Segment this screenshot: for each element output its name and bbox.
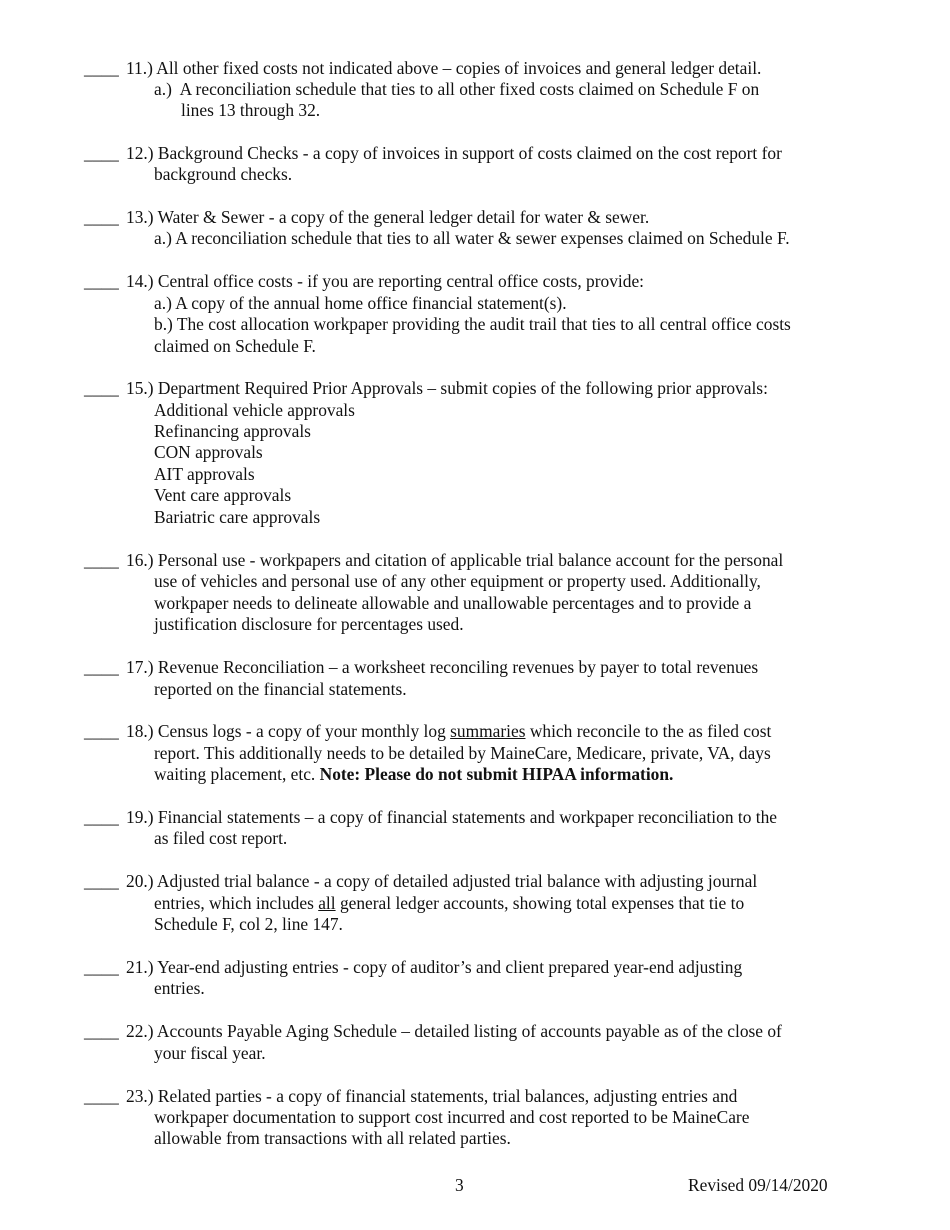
item-description: Background Checks - a copy of invoices in support of costs claimed on the cost report for [157, 143, 782, 163]
item-description: Related parties - a copy of financial statements, trial balances, adjusting entries and [157, 1086, 738, 1106]
underlined-term: all [318, 893, 336, 913]
sub-text: A reconciliation schedule that ties to all other fixed costs claimed on Schedule F on [179, 79, 760, 99]
item-description: Central office costs - if you are reporting central office costs, provide: [157, 271, 645, 291]
item-description: Department Required Prior Approvals – submit copies of the following prior approvals: [157, 378, 768, 398]
page-number: 3 [455, 1175, 464, 1195]
item-number: 19.) [126, 807, 154, 827]
item-number: 21.) [126, 957, 154, 977]
item-14-sub-a: a.) A copy of the annual home office financial statement(s). [154, 293, 567, 313]
item-number: 16.) [126, 550, 154, 570]
item-23-continued: workpaper documentation to support cost incurred and cost reported to be MaineCare [154, 1107, 750, 1127]
checkbox-blank-21[interactable]: ____ [84, 957, 119, 977]
item-description: entries, which includes [154, 893, 319, 913]
item-20-continued [154, 893, 744, 914]
item-17-text [126, 657, 758, 678]
item-14-sub-b-continued: claimed on Schedule F. [154, 336, 316, 356]
checkbox-blank-11[interactable]: ____ [84, 58, 119, 78]
item-number: 15.) [126, 378, 154, 398]
item-description: Water & Sewer - a copy of the general ledger detail for water & sewer. [157, 207, 650, 227]
hipaa-note: Note: Please do not submit HIPAA information. [319, 764, 674, 784]
checkbox-blank-20[interactable]: ____ [84, 871, 119, 891]
item-22-text [126, 1021, 782, 1042]
item-14-sub-b: b.) The cost allocation workpaper providing the audit trail that ties to all central office costs [154, 314, 791, 334]
item-21-continued: entries. [154, 978, 205, 998]
item-12-continued: background checks. [154, 164, 293, 184]
item-22-continued: your fiscal year. [154, 1043, 266, 1063]
sub-label: a.) [154, 79, 172, 99]
item-description: Census logs - a copy of your monthly log [157, 721, 451, 741]
item-number: 23.) [126, 1086, 154, 1106]
item-description-end: which reconcile to the as filed cost [525, 721, 772, 741]
item-20-continued: Schedule F, col 2, line 147. [154, 914, 343, 934]
approval-item: Vent care approvals [154, 485, 292, 505]
item-number: 14.) [126, 271, 154, 291]
checkbox-blank-13[interactable]: ____ [84, 207, 119, 227]
item-description: Adjusted trial balance - a copy of detailed adjusted trial balance with adjusting journal [156, 871, 758, 891]
checkbox-blank-16[interactable]: ____ [84, 550, 119, 570]
underlined-term: summaries [450, 721, 526, 741]
item-description: All other fixed costs not indicated above – copies of invoices and general ledger detail. [156, 58, 762, 78]
item-16-continued: use of vehicles and personal use of any other equipment or property used. Additionally, [154, 571, 761, 591]
item-description: Accounts Payable Aging Schedule – detailed listing of accounts payable as of the close of [156, 1021, 782, 1041]
checkbox-blank-14[interactable]: ____ [84, 271, 119, 291]
item-number: 18.) [126, 721, 154, 741]
checkbox-blank-17[interactable]: ____ [84, 657, 119, 677]
item-19-continued: as filed cost report. [154, 828, 288, 848]
revision-date: Revised 09/14/2020 [688, 1175, 828, 1195]
item-13-text [126, 207, 649, 228]
item-17-continued: reported on the financial statements. [154, 679, 407, 699]
item-18-continued: report. This additionally needs to be detailed by MaineCare, Medicare, private, VA, days [154, 743, 771, 763]
item-number: 17.) [126, 657, 154, 677]
approval-item: AIT approvals [154, 464, 255, 484]
checkbox-blank-12[interactable]: ____ [84, 143, 119, 163]
item-description-end: general ledger accounts, showing total expenses that tie to [335, 893, 745, 913]
item-description: Year-end adjusting entries - copy of auditor’s and client prepared year-end adjusting [157, 957, 743, 977]
item-number: 20.) [126, 871, 154, 891]
item-number: 12.) [126, 143, 154, 163]
item-14-text [126, 271, 644, 292]
item-15-text [126, 378, 768, 399]
approval-item: CON approvals [154, 442, 263, 462]
approval-item: Refinancing approvals [154, 421, 311, 441]
item-13-sub-a: a.) A reconciliation schedule that ties to all water & sewer expenses claimed on Schedule F. [154, 228, 790, 248]
item-19-text [126, 807, 777, 828]
checkbox-blank-15[interactable]: ____ [84, 378, 119, 398]
item-description: Revenue Reconciliation – a worksheet reconciling revenues by payer to total revenues [157, 657, 759, 677]
item-number: 11.) [126, 58, 153, 78]
checkbox-blank-23[interactable]: ____ [84, 1086, 119, 1106]
approval-item: Additional vehicle approvals [154, 400, 355, 420]
item-23-continued: allowable from transactions with all related parties. [154, 1128, 511, 1148]
item-description: Personal use - workpapers and citation of applicable trial balance account for the personal [157, 550, 784, 570]
item-11-sub-a [154, 79, 759, 100]
item-12-text [126, 143, 782, 164]
checkbox-blank-18[interactable]: ____ [84, 721, 119, 741]
item-11-text [126, 58, 761, 79]
item-number: 13.) [126, 207, 154, 227]
item-11-sub-a-continued: lines 13 through 32. [181, 100, 321, 120]
item-23-text [126, 1086, 737, 1107]
item-18-continued [154, 764, 673, 785]
checkbox-blank-19[interactable]: ____ [84, 807, 119, 827]
item-21-text [126, 957, 742, 978]
item-16-continued: justification disclosure for percentages used. [154, 614, 464, 634]
checkbox-blank-22[interactable]: ____ [84, 1021, 119, 1041]
item-16-continued: workpaper needs to delineate allowable and unallowable percentages and to provide a [154, 593, 752, 613]
approval-item: Bariatric care approvals [154, 507, 321, 527]
item-16-text [126, 550, 783, 571]
item-number: 22.) [126, 1021, 154, 1041]
item-description: Financial statements – a copy of financial statements and workpaper reconciliation to the [157, 807, 777, 827]
item-20-text [126, 871, 757, 892]
item-18-text [126, 721, 771, 742]
item-description: waiting placement, etc. [154, 764, 320, 784]
